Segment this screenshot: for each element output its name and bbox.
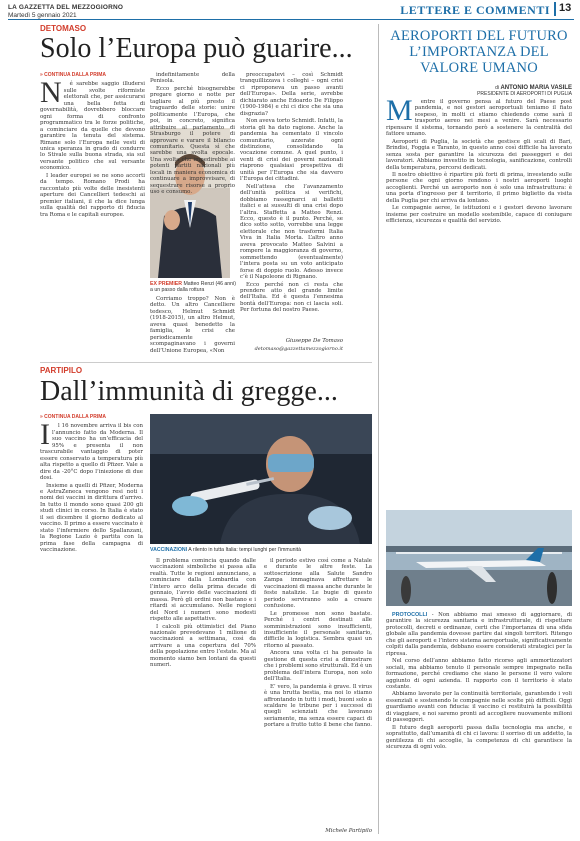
article1-dropcap: N — [40, 76, 62, 110]
paragraph: Le compagnie aeree, le istituzioni e i gestori devono lavorare insieme per costruire un modello sostenibile, capace di coniugare efficienza, sicurezza e qualità del servizio. — [386, 205, 572, 225]
article2-continue: » CONTINUA DALLA PRIMA — [40, 414, 107, 420]
vaccination-photo-illustration — [150, 414, 372, 544]
paragraph: Ecco perché non ci resta che prendere atto del grande limite dell’Italia. Ed è questa l’ennesima bontà dell’Europa: non ci lascia soli. Per fortuna del nostro Paese. — [240, 281, 343, 314]
article-divider — [40, 362, 372, 363]
issue-date: Martedì 5 gennaio 2021 — [8, 12, 77, 19]
paragraph: - Non abbiamo mai smesso di aggiornare, di garantire la sicurezza sanitaria e infrastrutturale, di rispettare protocolli, decreti e ordinanze, certi che l’importanza di una sfida globale alla pandemia dovesse partire dai singoli territori. Ritengo che gli aeroporti e l’intero sistema aeroportuale, significativamente colpiti dalla pandemia, debbano essere considerati strategici per la ripresa. — [386, 612, 573, 657]
paragraph: il periodo estivo così come a Natale e durante le altre feste. La sottoscrizione alla Salute Sandro Zampa immaginava affrettare le vaccinazioni di massa anche durante le feste natalizie. Le bugie di questo periodo serviranno solo a creare confusione. — [264, 558, 372, 610]
section-title: LETTERE E COMMENTI — [400, 3, 550, 17]
byline-author: ANTONIO MARIA VASILE — [500, 85, 572, 91]
column-divider — [378, 24, 379, 834]
article2-signature: Michele Partipilo — [325, 828, 372, 834]
article3-byline — [386, 85, 572, 97]
paragraph: Insieme a quelli di Pfizer, Moderna e AstraZeneca vengono resi noti i nomi dei vaccini in dirittura d’arrivo. In tutto il mondo sono quasi 200 gli studi clinici in corso. In Italia è stato il sei dicembre il giorno dedicato al vaccino. Il primo a essere vaccinato è stato l’infermiere dello Spallanzani, la Regione Lazio è partita con la prima fase della campagna di vaccinazione. — [40, 482, 143, 554]
paragraph: é sarebbe saggio illudersi sulle svolte riformiste elettorali che, per assicurarsi una bella fetta di governabilità, dovrebbero bloccare ogni forma di confronto programmatico tra le forze politiche, a cominciare da quelle che devono garantire la tenuta del sistema. Rimane solo l’Europa nelle vesti di unica speranza in grado di condurre lo Stivale sulla buona strada, sia sul versante politico che sul versante economico. — [40, 81, 145, 172]
subhead-protocolli: PROTOCOLLI — [392, 612, 428, 618]
article2-caption — [150, 547, 372, 553]
article1-headline: Solo l’Europa può guarire... — [40, 33, 353, 64]
paragraph: Nel corso dell’anno abbiamo fatto ricorso agli ammortizzatori sociali, ma abbiamo tenuto il personale sempre impegnato nella formazione, perché crediamo che siano le persone il vero valore aggiunto di ogni azienda. Il rapporto con il territorio è stato costante. — [386, 658, 572, 690]
paragraph: l 16 novembre arriva il bis con l’annuncio fatto da Moderna. Il suo vaccino ha un’efficacia del 95% e presenta il non trascurabile vantaggio di poter essere conservato a temperatura più alta rispetto a quello di Pfizer. Vale a dire da -20°C dopo l’iniezione di due dosi. — [40, 423, 143, 482]
page-number: 13 — [554, 2, 574, 16]
paragraph: Non aveva torto Schmidt. Infatti, la storia gli ha dato ragione. Anche la pandemia ha cementato il vincolo comunitario, azzerate ogni distinzione, consolidando la vocazione comune. A quel punto, i venti di crisi dei governi nazionali riaprono qualsiasi prospettiva di unità per l’Europa che sia davvero l’Europa dei cittadini. — [240, 118, 343, 183]
article2-photo — [150, 414, 372, 544]
article1-email: detomaso@gazzettamezzogiorno.it — [254, 346, 343, 353]
article1-caption — [150, 281, 240, 294]
paragraph: I calcoli più ottimistici del Piano nazionale prevedevano 1 milione di vaccinazioni a settimana, così da arrivare a una copertura del 70% della popolazione entro l’estate. Ma al momento siamo ben lontani da questi numeri. — [150, 623, 256, 669]
article1-column-2-top — [150, 72, 235, 196]
paragraph: Ancora una volta ci ha pensato la gestione di questa crisi a dimostrare che i problemi sono strutturali. Ed è un problema dell’intera Europa, non solo dell’Italia. — [264, 650, 372, 683]
article1-column-3 — [240, 72, 343, 334]
caption-text: A rilento in tutta Italia: tempi lunghi per l’immunità — [188, 547, 301, 553]
paragraph: Il problema comincia quando dalle vaccinazioni simboliche si passa alla realtà. Tutte le regioni annunciano, a cominciare dalla Lombardia con l’intero arco della prima decade di gennaio, l’avvio delle vaccinazioni di massa. Però gli ordini non bastano e i ritardi si accumulano. Nelle regioni del Nord i numeri sono modesti rispetto alle aspettative. — [150, 558, 256, 623]
article1-column-2-bottom — [150, 296, 235, 353]
article1-kicker: DETOMASO — [40, 24, 87, 33]
paragraph: Il nostro obiettivo è ripartire più forti di prima, investendo sulle persone che ogni giorno rendono i nostri aeroporti luoghi accoglienti. Perché un aeroporto non è solo una infrastruttura: è una porta d’ingresso per il territorio, il primo biglietto da visita della Puglia per chi arriva da lontano. — [386, 171, 572, 204]
article2-column-2 — [150, 558, 256, 834]
paragraph: Aeroporti di Puglia, la società che gestisce gli scali di Bari, Brindisi, Foggia e Taranto, in questo anno così difficile ha lavorato senza sosta per garantire la sicurezza dei passeggeri e dei lavoratori. Abbiamo investito in tecnologia, sanificazione, controlli della temperatura, percorsi dedicati. — [386, 138, 572, 171]
article1-continue: » CONTINUA DALLA PRIMA — [40, 72, 107, 78]
article2-signature-block — [264, 826, 372, 836]
paragraph: Abbiamo lavorato per la continuità territoriale, garantendo i voli essenziali e sostenendo le compagnie nelle scelte più difficili. Oggi guardiamo avanti con fiducia: il vaccino ci restituirà la possibilità di viaggiare, e noi saremo pronti ad accogliere nuovamente milioni di passeggeri. — [386, 691, 572, 724]
article2-dropcap: I — [40, 418, 50, 452]
article3-dropcap: M — [386, 94, 413, 127]
article2-kicker: PARTIPILO — [40, 366, 83, 375]
airport-photo-illustration — [386, 510, 572, 606]
article1-column-1 — [40, 72, 145, 352]
article3-headline: AEROPORTI DEL FUTURO L’IMPORTANZA DEL VALORE UMANO — [390, 28, 568, 76]
article2-column-1 — [40, 414, 143, 834]
caption-text: Matteo Renzi (46 anni) a un passo dalla rottura — [150, 281, 236, 294]
paragraph: Corriamo troppo? Non è detto. Un altro Cancelliere tedesco, Helmut Schmidt (1918-2015), un altro Helmut, aveva quasi benedetto la famiglia, le crisi che periodicamente scompaginavano i governi dell’Unione Europea, «Non — [150, 296, 235, 354]
newspaper-name: LA GAZZETTA DEL MEZZOGIORNO — [8, 4, 124, 11]
paragraph: I leader europei se ne sono accorti da tempo. Romano Prodi ha raccontato più volte delle inesistenti aperture dei Cancellieri tedeschi ai premier italiani, il che la dice lunga sulla qualità del rapporto di fiducia tra Roma e le capitali europee. — [40, 172, 145, 218]
caption-label: EX PREMIER — [150, 281, 182, 287]
byline-role: PRESIDENTE DI AEROPORTI DI PUGLIA — [477, 91, 572, 97]
paragraph: Nell’attesa che l’avanzamento dell’unità politica si verifichi, dobbiamo rassegnarci ai balletti italici e ai sussulti di una crisi dopo l’altra. Staffetta a Matteo Renzi. Ecco, questo è il punto. Perché, se dico sotto sotto, vorrebbe una legge elettorale che non trasformi Italia Viva in Italia Morta. L’altro anno aveva provocato Matteo Salvini a rompere la maggioranza di governo, sommettendo (eventualmente) l’intera posta su un voto anticipato forse di doppio ruolo. Adesso invece c’è il Napoleone di Rignano. — [240, 183, 343, 281]
paragraph: E’ vero, la pandemia è grave. Il virus è una brutta bestia, ma noi lo stiamo affrontando in tutti i modi, buoni solo a scaldare le tribune per i successi di quegli scienziati che lavorano seriamente, ma senza essere capaci di portare a frutto tutto il bene che fanno. — [264, 683, 372, 729]
byline-prefix: di — [495, 85, 500, 91]
article2-column-3 — [264, 558, 372, 824]
article2-headline: Dall’immunità di gregge... — [40, 376, 338, 407]
article3-body-bottom — [386, 612, 572, 834]
caption-label: VACCINAZIONI — [150, 547, 188, 553]
paragraph: Il futuro degli aeroporti passa dalla tecnologia ma anche, e soprattutto, dall’umanità di chi ci lavora: il sorriso di un addetto, la gentilezza di chi accoglie, la competenza di chi garantisce la sicurezza di ogni volo. — [386, 724, 572, 751]
article1-signature-block — [240, 336, 343, 354]
paragraph: entre il governo pensa al futuro del Paese post pandemia, e noi gestori aeroportuali teniamo il fiato sospeso, in molti ci stiamo chiedendo come sarà il trasporto aereo nei mesi a venire. Sarà necessario ripensare il sistema, tornando però a sostenere la centralità del fattore umano. — [386, 99, 572, 138]
paragraph: Le promesse non sono bastate. Perché i centri destinati alle somministrazioni sono insufficienti, insufficiente il personale sanitario, difficile la logistica. Sembra quasi un ritorno al passato. — [264, 610, 372, 649]
article1-signature: Giuseppe De Tomaso — [285, 338, 343, 344]
article3-photo — [386, 510, 572, 606]
paragraph: indefinitamente della Penisola. — [150, 72, 235, 85]
paragraph: Ecco perché bisognerebbe pregare giorno e notte per tagliare al più presto il traguardo delle storie: unire politicamente l’Europa, che poi, in concreto, significa attribuire al parlamento di Strasburgo il potere di approvare e varare il bilancio comunitario. Questa sì che sarebbe una svolta epocale. Una svolta che impedirebbe ai potenti partiti nazionali più locali in maniera economica di continuare a improvvisare, di sequestrare risorse a proprio uso e consumo. — [150, 85, 235, 196]
masthead — [8, 4, 123, 20]
paragraph: preoccupatevi – così Schmidt tranquillizzava i colleghi – ogni crisi ci riproponeva un passo avanti dell’Europa». Della serie, avrebbe dichiarato anche Edoardo De Filippo (1900-1984) e chi ci dice che sia una disgrazia? — [240, 72, 343, 117]
top-divider — [8, 19, 574, 20]
